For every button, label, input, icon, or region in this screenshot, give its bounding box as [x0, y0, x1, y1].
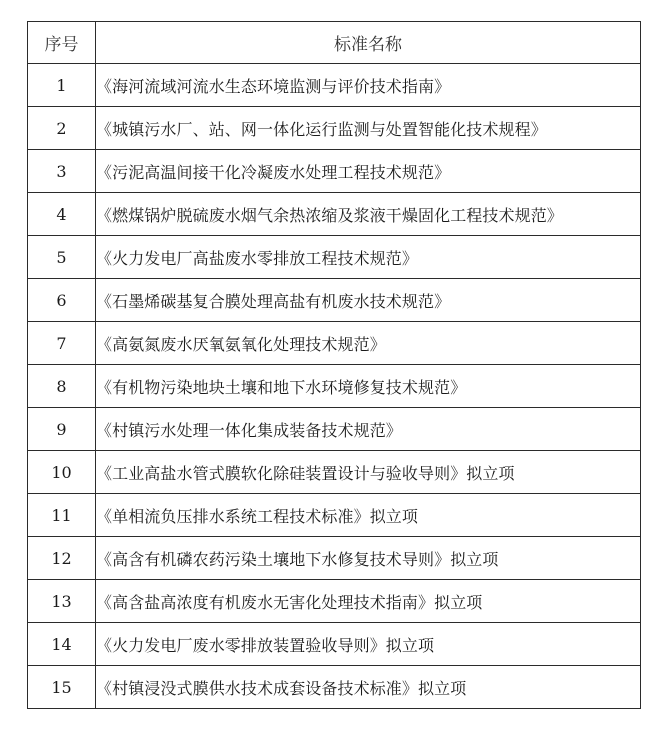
row-standard-name: 《石墨烯碳基复合膜处理高盐有机废水技术规范》: [96, 279, 641, 322]
row-serial-number: 12: [28, 537, 96, 580]
row-serial-number: 5: [28, 236, 96, 279]
row-serial-number: 15: [28, 666, 96, 709]
row-standard-name: 《有机物污染地块土壤和地下水环境修复技术规范》: [96, 365, 641, 408]
row-serial-number: 7: [28, 322, 96, 365]
row-standard-name: 《高含有机磷农药污染土壤地下水修复技术导则》拟立项: [96, 537, 641, 580]
row-serial-number: 4: [28, 193, 96, 236]
table-body: [28, 64, 641, 709]
row-standard-name: 《村镇污水处理一体化集成装备技术规范》: [96, 408, 641, 451]
row-serial-number: 11: [28, 494, 96, 537]
table-row: [28, 107, 641, 150]
table-row: [28, 322, 641, 365]
row-serial-number: 8: [28, 365, 96, 408]
header-serial-number: 序号: [28, 22, 96, 64]
row-standard-name: 《火力发电厂高盐废水零排放工程技术规范》: [96, 236, 641, 279]
table-row: [28, 451, 641, 494]
row-standard-name: 《城镇污水厂、站、网一体化运行监测与处置智能化技术规程》: [96, 107, 641, 150]
table-row: [28, 193, 641, 236]
table-row: [28, 365, 641, 408]
row-serial-number: 6: [28, 279, 96, 322]
row-standard-name: 《村镇浸没式膜供水技术成套设备技术标准》拟立项: [96, 666, 641, 709]
table-row: [28, 666, 641, 709]
row-standard-name: 《污泥高温间接干化冷凝废水处理工程技术规范》: [96, 150, 641, 193]
row-serial-number: 13: [28, 580, 96, 623]
table-row: [28, 408, 641, 451]
row-serial-number: 3: [28, 150, 96, 193]
header-standard-name: 标准名称: [96, 22, 641, 64]
table-row: [28, 623, 641, 666]
standards-table: [27, 21, 641, 709]
row-standard-name: 《高含盐高浓度有机废水无害化处理技术指南》拟立项: [96, 580, 641, 623]
table-row: [28, 537, 641, 580]
row-standard-name: 《火力发电厂废水零排放装置验收导则》拟立项: [96, 623, 641, 666]
table-row: [28, 150, 641, 193]
row-standard-name: 《单相流负压排水系统工程技术标准》拟立项: [96, 494, 641, 537]
row-serial-number: 2: [28, 107, 96, 150]
row-standard-name: 《海河流域河流水生态环境监测与评价技术指南》: [96, 64, 641, 107]
row-serial-number: 1: [28, 64, 96, 107]
row-serial-number: 9: [28, 408, 96, 451]
row-standard-name: 《燃煤锅炉脱硫废水烟气余热浓缩及浆液干燥固化工程技术规范》: [96, 193, 641, 236]
row-standard-name: 《高氨氮废水厌氧氨氧化处理技术规范》: [96, 322, 641, 365]
row-serial-number: 10: [28, 451, 96, 494]
table-row: [28, 580, 641, 623]
table-row: [28, 64, 641, 107]
table-row: [28, 236, 641, 279]
row-standard-name: 《工业高盐水管式膜软化除硅装置设计与验收导则》拟立项: [96, 451, 641, 494]
table-row: [28, 279, 641, 322]
table-row: [28, 494, 641, 537]
row-serial-number: 14: [28, 623, 96, 666]
table-header-row: [28, 22, 641, 64]
